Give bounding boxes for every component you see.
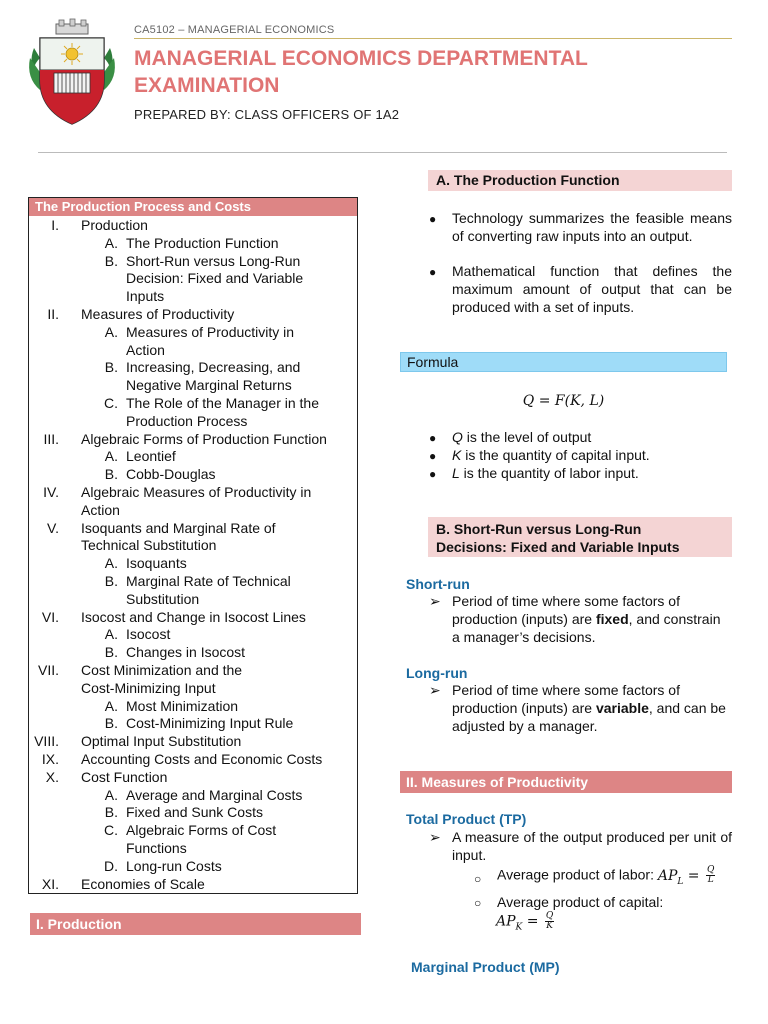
toc-item: Algebraic Measures of Productivity in: [81, 484, 312, 500]
toc-item: Cost-Minimizing Input: [81, 679, 216, 696]
toc-item: Algebraic Forms of Production Function: [81, 430, 327, 447]
list-item: Mathematical function that defines the maximum amount of output that can be produced with a set of inputs.: [452, 263, 732, 315]
course-code: CA5102 – MANAGERIAL ECONOMICS: [134, 24, 335, 36]
toc-sub-marker: A.: [104, 697, 118, 714]
section-band-production-function: A. The Production Function: [428, 170, 732, 191]
toc-subitem: Measures of Productivity in: [126, 323, 295, 340]
bullet-icon: ●: [429, 449, 437, 463]
toc-list: [0, 0, 360, 900]
toc-subitem: Production Process: [126, 412, 248, 429]
text-span: Period of time where some factors of production (inputs) are: [452, 593, 680, 627]
ap-capital-label: Average product of capital:: [497, 894, 664, 910]
toc-sub-marker: B.: [104, 804, 118, 821]
math-symbol: L: [452, 465, 460, 481]
list-item: [497, 866, 717, 891]
toc-item: Optimal Input Substitution: [81, 733, 242, 750]
toc-numeral: III.: [43, 430, 59, 447]
toc-subitem: Leontief: [126, 448, 176, 465]
toc-subitem: Most Minimization: [126, 697, 239, 714]
toc-numeral: VIII.: [34, 733, 59, 750]
toc-item: Production: [81, 217, 148, 233]
toc-numeral: XI.: [41, 875, 59, 892]
toc-numeral: I.: [51, 217, 59, 233]
toc-sub-marker: B.: [104, 573, 118, 589]
toc-item: Technical Substitution: [81, 537, 217, 554]
emphasis-text: fixed: [595, 610, 629, 627]
toc-subitem: Increasing, Decreasing, and: [126, 359, 301, 376]
toc-item: Action: [81, 501, 120, 518]
toc-numeral: VI.: [41, 608, 59, 625]
toc-subitem: The Role of the Manager in the: [126, 395, 320, 411]
toc-subitem: Short-Run versus Long-Run: [126, 252, 301, 269]
bullet-icon: ●: [429, 212, 437, 226]
toc-item: Isocost and Change in Isocost Lines: [81, 608, 306, 625]
toc-sub-marker: C.: [104, 822, 118, 839]
toc-subitem: Average and Marginal Costs: [126, 786, 303, 803]
toc-numeral: X.: [45, 768, 59, 785]
toc-header: The Production Process and Costs: [29, 198, 357, 216]
emphasis-text: variable: [595, 699, 649, 716]
subheading-short-run: Short-run: [406, 576, 470, 592]
toc-numeral: V.: [47, 519, 59, 536]
toc-subitem: Inputs: [126, 288, 165, 305]
ap-labor-formula: $AP_L$ = $\frac{Q}{L}$: [657, 865, 715, 887]
toc-item: Measures of Productivity: [81, 306, 235, 322]
toc-numeral: II.: [47, 306, 59, 322]
arrow-bullet-icon: ➢: [429, 829, 441, 845]
band-line: Decisions: Fixed and Variable Inputs: [436, 539, 680, 555]
definition-text: is the quantity of labor input.: [459, 465, 639, 481]
page-title: MANAGERIAL ECONOMICS DEPARTMENTAL EXAMINATION: [134, 47, 588, 97]
formula-band: Formula: [400, 352, 727, 372]
toc-sub-marker: B.: [104, 644, 118, 661]
toc-subitem: Cost-Minimizing Input Rule: [126, 715, 294, 732]
toc-item: Cost Function: [81, 768, 168, 785]
text-span: , and can be adjusted by a manager.: [452, 699, 726, 734]
toc-subitem: Action: [126, 341, 165, 358]
toc-sub-marker: B.: [104, 359, 118, 376]
toc-item: Cost Minimization and the: [81, 662, 243, 678]
toc-subitem: Decision: Fixed and Variable: [126, 270, 304, 287]
toc-sub-marker: A.: [104, 234, 118, 251]
toc-item: Economies of Scale: [81, 875, 205, 892]
text-span: Period of time where some factors of production (inputs) are: [452, 682, 680, 716]
bullet-icon: ●: [429, 265, 437, 279]
toc-subitem: Marginal Rate of Technical: [126, 573, 291, 589]
ap-capital-formula: $AP_K$ = $\frac{Q}{K}$: [496, 911, 554, 933]
toc-subitem: Isocost: [126, 626, 171, 643]
subheading-long-run: Long-run: [406, 665, 468, 681]
band-line: B. Short-Run versus Long-Run: [436, 521, 642, 537]
prepared-by-label: PREPARED BY: CLASS OFFICERS OF 1A2: [134, 107, 400, 122]
toc-subitem: Algebraic Forms of Cost: [126, 822, 277, 839]
list-item: A measure of the output produced per unit of input.: [452, 829, 732, 863]
toc-subitem: Fixed and Sunk Costs: [126, 804, 263, 821]
toc-sub-marker: A.: [104, 626, 118, 643]
toc-subitem: Changes in Isocost: [126, 644, 246, 661]
toc-numeral: IX.: [41, 751, 59, 767]
toc-subitem: Substitution: [126, 590, 200, 607]
subheading-marginal-product: Marginal Product (MP): [411, 959, 560, 975]
toc-sub-marker: B.: [104, 715, 118, 732]
list-item: [452, 465, 639, 483]
section-band-measures-productivity: II. Measures of Productivity: [400, 771, 732, 793]
circle-bullet-icon: ○: [474, 872, 482, 886]
toc-sub-marker: A.: [104, 555, 118, 572]
arrow-bullet-icon: ➢: [429, 682, 441, 698]
toc-sub-marker: B.: [104, 466, 118, 483]
toc-subitem: Negative Marginal Returns: [126, 377, 292, 394]
production-function-equation: Q = F(K, L): [522, 393, 605, 409]
list-item: [452, 429, 591, 447]
subheading-total-product: Total Product (TP): [406, 811, 527, 827]
toc-item: Accounting Costs and Economic Costs: [81, 751, 323, 767]
toc-subitem: Functions: [126, 840, 187, 856]
definition-text: is the quantity of capital input.: [461, 447, 650, 463]
toc-subitem: Long-run Costs: [126, 857, 222, 874]
circle-bullet-icon: ○: [474, 896, 482, 910]
toc-subitem: Isoquants: [126, 555, 187, 572]
toc-sub-marker: A.: [104, 448, 118, 465]
toc-subitem: The Production Function: [126, 234, 279, 251]
bullet-icon: ●: [429, 467, 437, 481]
section-band-short-long-run: [428, 517, 732, 557]
ap-labor-label: Average product of labor:: [497, 866, 658, 883]
list-item: [452, 593, 732, 646]
section-band-production: I. Production: [30, 913, 361, 935]
toc-sub-marker: D.: [104, 857, 118, 874]
math-symbol: K: [452, 447, 462, 463]
list-item: [452, 447, 650, 465]
toc-sub-marker: C.: [104, 395, 118, 411]
definition-text: is the level of output: [462, 429, 592, 445]
bullet-icon: ●: [429, 431, 437, 445]
toc-subitem: Cobb-Douglas: [126, 466, 216, 483]
toc-sub-marker: B.: [104, 252, 118, 269]
toc-sub-marker: A.: [104, 323, 118, 340]
toc-item: Isoquants and Marginal Rate of: [81, 519, 276, 536]
text-span: , and constrain a manager’s decisions.: [452, 610, 721, 645]
toc-numeral: VII.: [37, 662, 59, 678]
toc-numeral: IV.: [43, 484, 59, 500]
math-symbol: Q: [452, 429, 463, 445]
list-item: [452, 682, 736, 735]
list-item: Technology summarizes the feasible means of converting raw inputs into an output.: [452, 210, 732, 244]
arrow-bullet-icon: ➢: [429, 593, 441, 609]
toc-sub-marker: A.: [104, 786, 118, 803]
